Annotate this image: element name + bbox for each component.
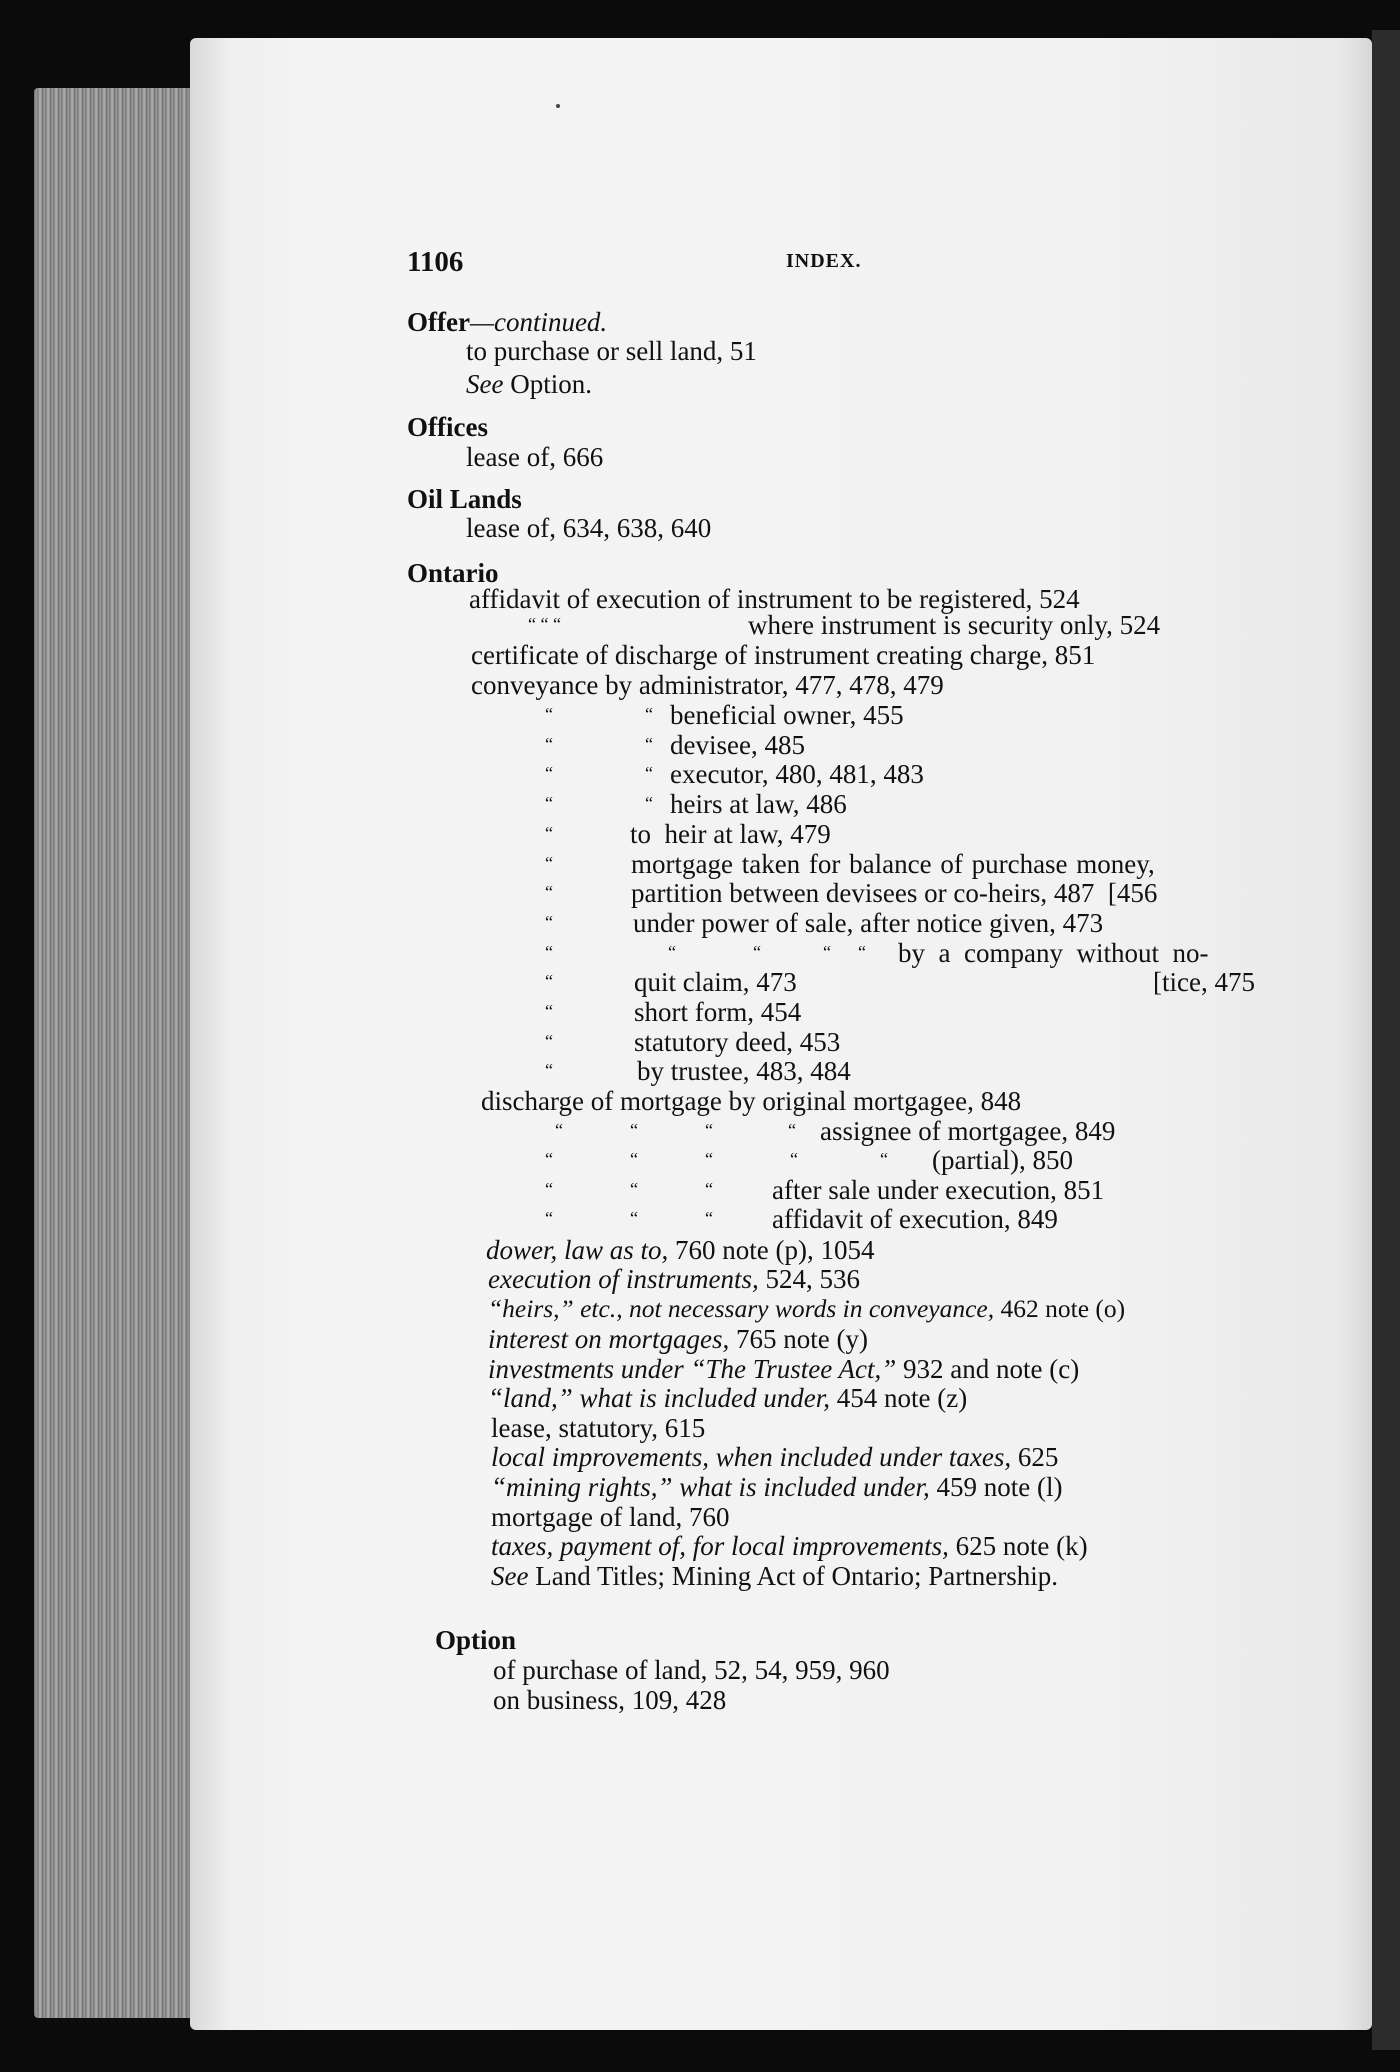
entry-heading-offices: Offices (407, 412, 488, 442)
option-line-1: of purchase of land, 52, 54, 959, 960 (493, 1655, 890, 1685)
ditto-mark: “ (858, 942, 866, 962)
italic-text: “land,” what is included under, (488, 1383, 831, 1413)
ontario-line-23 (486, 1235, 875, 1266)
ditto-mark: “ (645, 734, 653, 754)
ontario-line-30 (491, 1442, 1058, 1473)
see-target: Option. (503, 369, 592, 399)
roman-text: 625 (1011, 1442, 1059, 1472)
ditto-mark: “ (545, 763, 553, 783)
offer-heading-text: Offer (407, 307, 470, 337)
ditto-mark: “ (630, 1149, 638, 1169)
ditto-mark: “ (545, 793, 553, 813)
ditto-mark: “ (545, 1031, 553, 1051)
ontario-line-12: under power of sale, after notice given, 473 (633, 908, 1104, 938)
roman-text: 459 note (l) (929, 1472, 1063, 1502)
ditto-mark: “ (668, 942, 676, 962)
ditto-mark: “ (545, 882, 553, 902)
roman-text: 625 note (k) (948, 1531, 1088, 1561)
ditto-mark: “ (545, 1179, 553, 1199)
ontario-line-14-continuation: [tice, 475 (1153, 967, 1255, 997)
offer-line-1: to purchase or sell land, 51 (466, 336, 757, 366)
ditto-mark: “ (645, 704, 653, 724)
ditto-mark: “ (545, 1149, 553, 1169)
speck (556, 104, 560, 108)
ditto-mark: “ (545, 971, 553, 991)
option-line-2: on business, 109, 428 (493, 1685, 727, 1715)
italic-text: investments under “The Trustee Act,” (488, 1354, 897, 1384)
italic-text: “heirs,” etc., not necessary words in conveyance, (488, 1294, 995, 1323)
ontario-line-02: where instrument is security only, 524 (748, 610, 1161, 640)
ontario-line-03: certificate of discharge of instrument creating charge, 851 (471, 640, 1096, 670)
offices-line-1: lease of, 666 (466, 442, 604, 472)
scan-border (1372, 30, 1400, 2050)
ditto-mark: “ (790, 1149, 798, 1169)
ditto-mark: “ (880, 1149, 888, 1169)
ontario-line-18: discharge of mortgage by original mortgagee, 848 (481, 1086, 1022, 1116)
page-number: 1106 (407, 246, 464, 278)
ditto-mark: “ (705, 1149, 713, 1169)
entry-heading-option: Option (435, 1625, 517, 1655)
italic-text: taxes, payment of, for local improvements, (491, 1531, 949, 1561)
ontario-line-10: mortgage taken for balance of purchase money, (631, 849, 1155, 879)
ontario-line-28 (488, 1383, 967, 1414)
ditto-mark: “ (545, 1208, 553, 1228)
ontario-line-01: affidavit of execution of instrument to be registered, 524 (469, 584, 1080, 614)
ontario-line-11: partition between devisees or co-heirs, 487 [456 (631, 878, 1158, 908)
ditto-mark: “ (555, 1120, 563, 1140)
ditto-mark: “ (630, 1208, 638, 1228)
italic-text: interest on mortgages, (488, 1324, 730, 1354)
ditto-marks: “ “ “ (528, 614, 561, 634)
ontario-line-07: executor, 480, 481, 483 (670, 759, 924, 789)
ontario-line-24 (488, 1264, 860, 1295)
see-label: See (466, 369, 504, 399)
ontario-line-31 (491, 1472, 1063, 1503)
ontario-line-16: statutory deed, 453 (634, 1027, 841, 1057)
entry-heading-offer (407, 307, 607, 338)
ontario-line-06: devisee, 485 (670, 730, 805, 760)
ditto-mark: “ (645, 793, 653, 813)
ditto-mark: “ (545, 823, 553, 843)
ditto-mark: “ (545, 704, 553, 724)
ontario-line-04: conveyance by administrator, 477, 478, 479 (471, 670, 944, 700)
ditto-mark: “ (705, 1208, 713, 1228)
continued-label: —continued. (469, 307, 608, 337)
ditto-mark: “ (645, 763, 653, 783)
ontario-line-25 (488, 1294, 1125, 1324)
entry-heading-oil-lands: Oil Lands (407, 484, 522, 514)
offer-see-also (466, 369, 592, 400)
ditto-mark: “ (630, 1179, 638, 1199)
ditto-mark: “ (545, 942, 553, 962)
ontario-line-17: by trustee, 483, 484 (637, 1056, 851, 1086)
ontario-line-05: beneficial owner, 455 (670, 700, 904, 730)
ditto-mark: “ (545, 734, 553, 754)
roman-text: 932 and note (c) (896, 1354, 1080, 1384)
ontario-line-09: to heir at law, 479 (630, 819, 831, 849)
italic-text: “mining rights,” what is included under, (491, 1472, 930, 1502)
ontario-line-19: assignee of mortgagee, 849 (820, 1116, 1116, 1146)
ontario-line-21: after sale under execution, 851 (772, 1175, 1105, 1205)
see-target: Land Titles; Mining Act of Ontario; Partnership. (528, 1561, 1058, 1591)
see-label: See (491, 1561, 529, 1591)
roman-text: 524, 536 (758, 1264, 860, 1294)
ontario-line-13: by a company without no- (898, 938, 1209, 968)
ditto-mark: “ (545, 912, 553, 932)
ontario-line-26 (488, 1324, 868, 1355)
ditto-mark: “ (705, 1179, 713, 1199)
roman-text: 760 note (p), 1054 (668, 1235, 875, 1265)
ditto-mark: “ (545, 853, 553, 873)
ontario-line-27 (488, 1354, 1079, 1385)
ontario-line-20: (partial), 850 (932, 1145, 1073, 1175)
italic-text: dower, law as to, (486, 1235, 669, 1265)
ontario-line-08: heirs at law, 486 (670, 789, 847, 819)
entry-heading-ontario: Ontario (407, 558, 499, 588)
roman-text: 462 note (o) (994, 1294, 1126, 1323)
ontario-line-33 (491, 1531, 1088, 1562)
ontario-line-22: affidavit of execution, 849 (772, 1204, 1058, 1234)
ditto-mark: “ (545, 1060, 553, 1080)
running-head: INDEX. (786, 250, 862, 272)
ditto-mark: “ (753, 942, 761, 962)
roman-text: 765 note (y) (729, 1324, 868, 1354)
ditto-mark: “ (705, 1120, 713, 1140)
ontario-line-29: lease, statutory, 615 (491, 1413, 706, 1443)
ontario-line-14: quit claim, 473 (634, 967, 797, 997)
roman-text: 454 note (z) (830, 1383, 968, 1413)
ditto-mark: “ (823, 942, 831, 962)
ontario-see-also (491, 1561, 1058, 1592)
ontario-line-15: short form, 454 (634, 997, 802, 1027)
ontario-line-32: mortgage of land, 760 (491, 1502, 730, 1532)
ditto-mark: “ (788, 1120, 796, 1140)
italic-text: execution of instruments, (488, 1264, 759, 1294)
ditto-mark: “ (630, 1120, 638, 1140)
italic-text: local improvements, when included under taxes, (491, 1442, 1012, 1472)
ditto-mark: “ (545, 1001, 553, 1021)
oil-lands-line-1: lease of, 634, 638, 640 (466, 513, 712, 543)
